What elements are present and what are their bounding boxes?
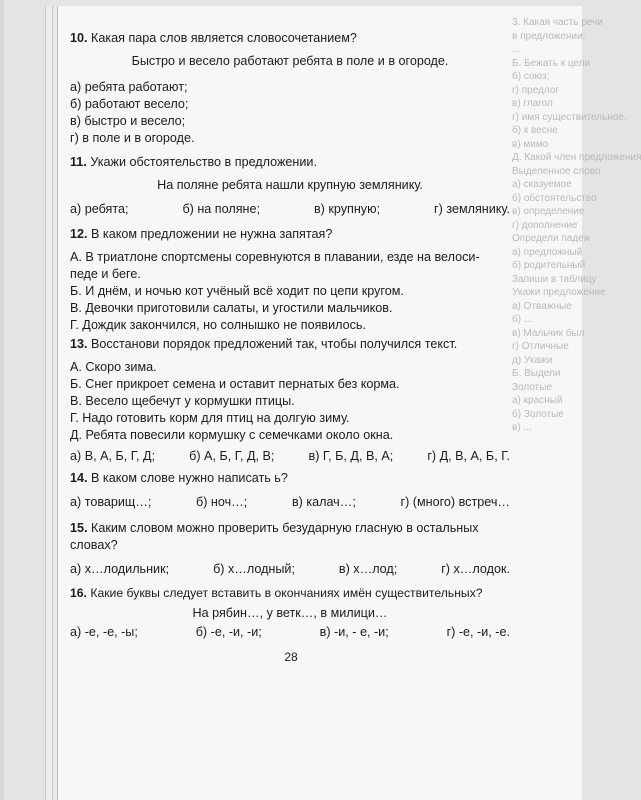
question-number: 10. (70, 31, 88, 45)
question-10 (70, 30, 510, 147)
option: педе и беге. (70, 267, 141, 281)
question-11 (70, 154, 510, 218)
option: б) х…лодный; (213, 562, 295, 576)
question-15 (70, 520, 510, 578)
option: г) (много) встреч… (400, 495, 510, 509)
sentence-line: Д. Ребята повесили кормушку с семечками около окна. (70, 428, 394, 442)
question-14 (70, 470, 510, 511)
option: г) в поле и в огороде. (70, 131, 195, 145)
option: в) х…лод; (338, 562, 398, 576)
page-number: 28 (284, 650, 298, 664)
option: б) на поляне; (182, 202, 260, 216)
question-text: Укажи обстоятельство в предложении. (90, 155, 317, 169)
option: в) Г, Б, Д, В, А; (308, 449, 394, 463)
option: в) быстро и весело; (70, 114, 186, 128)
option: а) х…лодильник; (70, 562, 170, 576)
option: в) -и, - е, -и; (319, 625, 389, 639)
option: г) х…лодок. (441, 562, 510, 576)
example-sentence: Быстро и весело работают ребята в поле и в огороде. (131, 54, 449, 68)
example-sentence: На поляне ребята нашли крупную землянику. (157, 178, 423, 192)
question-text: В каком слове нужно написать ь? (91, 471, 288, 485)
option: Б. И днём, и ночью кот учёный всё ходит по цепи кругом. (70, 284, 404, 298)
option: а) В, А, Б, Г, Д; (70, 449, 156, 463)
sentence-line: В. Весело щебечут у кормушки птицы. (70, 394, 295, 408)
question-number: 11. (70, 155, 87, 169)
question-13 (70, 336, 510, 465)
question-text: Какие буквы следует вставить в окончаниях имён существительных? (90, 586, 483, 600)
option: б) А, Б, Г, Д, В; (189, 449, 275, 463)
sentence-line: А. Скоро зима. (70, 360, 157, 374)
option: б) -е, -и, -и; (195, 625, 262, 639)
option: а) товарищ…; (70, 495, 152, 509)
option: г) землянику. (434, 202, 510, 216)
question-text-continued: словах? (70, 538, 118, 552)
question-12 (70, 226, 510, 334)
option: г) -е, -и, -е. (446, 625, 510, 639)
question-16 (70, 585, 510, 641)
option: В. Девочки приготовили салаты, и угостили мальчиков. (70, 301, 393, 315)
question-text: Каким словом можно проверить безударную гласную в остальных (91, 521, 479, 535)
option: а) -е, -е, -ы; (70, 625, 138, 639)
option: в) крупную; (313, 202, 381, 216)
option: г) Д, В, А, Б, Г. (427, 449, 510, 463)
question-text: Восстанови порядок предложений так, чтобы получился текст. (91, 337, 458, 351)
sentence-line: Г. Надо готовить корм для птиц на долгую зиму. (70, 411, 350, 425)
option: Г. Дождик закончился, но солнышко не появилось. (70, 318, 366, 332)
scan-edge (0, 0, 4, 800)
option: А. В триатлоне спортсмены соревнуются в плавании, езде на велоси- (70, 250, 480, 264)
question-text: Какая пара слов является словосочетанием? (91, 31, 357, 45)
option: в) калач…; (291, 495, 356, 509)
question-number: 16. (70, 586, 87, 600)
question-number: 14. (70, 471, 88, 485)
question-number: 13. (70, 337, 88, 351)
example-sentence: На рябин…, у ветк…, в милици… (192, 606, 388, 620)
question-number: 12. (70, 227, 88, 241)
bleed-through-text: 3. Какая часть речи в предложении: ... Б. Бежать к цели б) союз; г) предлог в) глагол г) имя существительное. б) к весне в) мимо Д. Какой член предложения Выделенное слово а) сказуемое б) обстоятельство в) определение г) дополнение Определи падеж а) предложный б) родительный Запиши в таблицу Укажи предложение а) Отважные б) ... в) Мальчик был г) Отличные д) Укажи Б. Выдели Золотые а) красный б) Золотые в) ... (512, 17, 641, 433)
option: б) работают весело; (70, 97, 189, 111)
question-number: 15. (70, 521, 88, 535)
option: б) ноч…; (196, 495, 248, 509)
option: а) ребята; (70, 202, 129, 216)
sentence-line: Б. Снег прикроет семена и оставит пернатых без корма. (70, 377, 400, 391)
question-text: В каком предложении не нужна запятая? (91, 227, 333, 241)
option: а) ребята работают; (70, 80, 188, 94)
